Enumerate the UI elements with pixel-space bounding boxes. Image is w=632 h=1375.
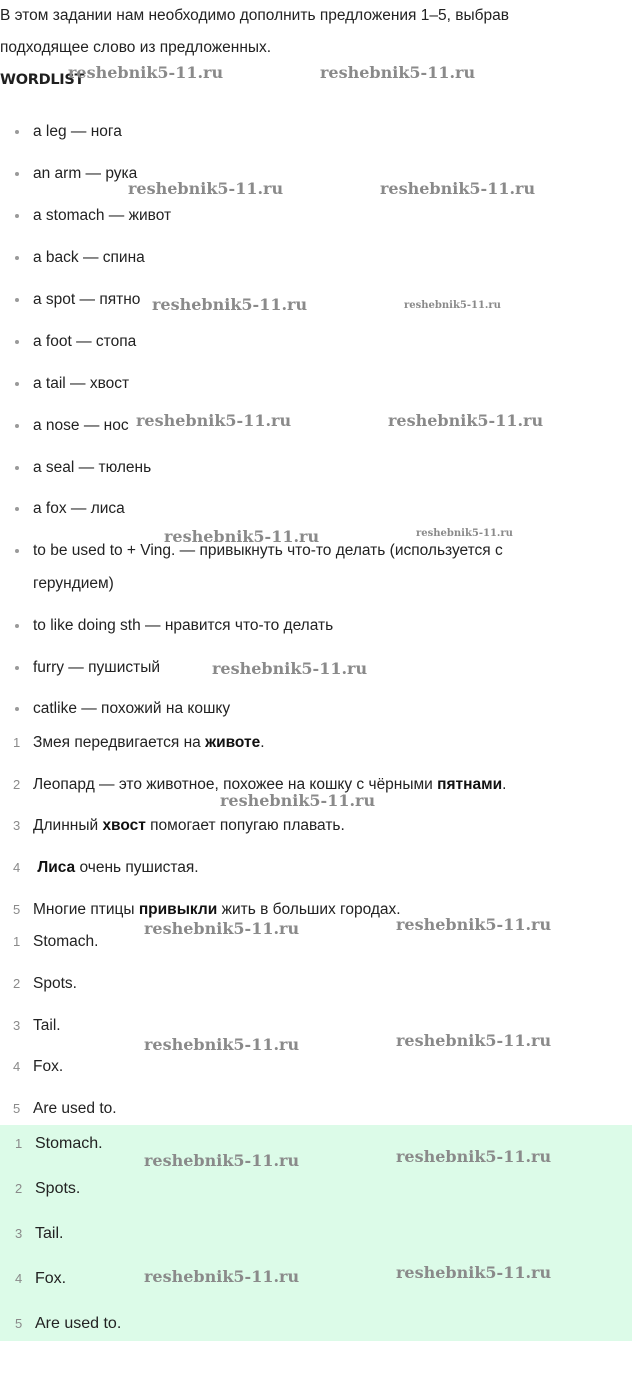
intro-line-2: подходящее слово из предложенных. (0, 39, 272, 56)
sentence-text: Змея передвигается на (33, 734, 206, 751)
sentence-bold-word: Лиса (37, 859, 76, 876)
sentence-text: . (260, 734, 265, 751)
answer-item (13, 1055, 623, 1079)
wordlist-item-text: a tail — хвост (33, 375, 130, 392)
answer-text: Stomach. (35, 1135, 103, 1152)
wordlist-item (33, 199, 623, 233)
watermark: reshebnik5-11.ru (128, 179, 284, 198)
watermark: reshebnik5-11.ru (164, 527, 320, 546)
wordlist-title: WORDLIST (0, 72, 85, 88)
item-number: 2 (15, 1181, 23, 1196)
wordlist-item (33, 157, 623, 191)
sentence-bold-word: хвост (102, 817, 146, 834)
answer-text: Spots. (35, 1180, 81, 1197)
item-number: 4 (13, 1059, 21, 1074)
highlighted-answer-item (15, 1177, 625, 1201)
wordlist-item (33, 534, 623, 568)
bullet-dot (15, 214, 19, 218)
bullet-dot (15, 466, 19, 470)
watermark: reshebnik5-11.ru (144, 1035, 300, 1054)
bullet-dot (15, 298, 19, 302)
sentence-text: Леопард — это животное, похожее на кошку с чёрными (33, 776, 438, 793)
watermark: reshebnik5-11.ru (220, 791, 376, 810)
wordlist-item-text: герундием) (33, 575, 114, 592)
watermark: reshebnik5-11.ru (68, 63, 224, 82)
sentence-text: помогает попугаю плавать. (145, 817, 345, 834)
watermark: reshebnik5-11.ru (396, 1147, 552, 1166)
bullet-dot (15, 256, 19, 260)
wordlist-item (33, 692, 623, 726)
watermark: reshebnik5-11.ru (152, 295, 308, 314)
sentence-item (13, 856, 623, 880)
wordlist-item (33, 609, 623, 643)
wordlist-item (33, 451, 623, 485)
wordlist-item-text: to be used to + Ving. — привыкнуть что-то делать (используется с (33, 542, 503, 559)
watermark: reshebnik5-11.ru (144, 1267, 300, 1286)
wordlist-item-text: catlike — похожий на кошку (33, 700, 231, 717)
sentence-text: Многие птицы (33, 901, 139, 918)
item-number: 5 (15, 1316, 23, 1331)
wordlist-item-text: a nose — нос (33, 417, 129, 434)
wordlist-item (33, 115, 623, 149)
bullet-dot (15, 549, 19, 553)
wordlist-item (33, 651, 623, 685)
item-number: 5 (13, 902, 21, 917)
item-number: 1 (13, 934, 21, 949)
wordlist-item (33, 409, 623, 443)
bullet-dot (15, 172, 19, 176)
watermark: reshebnik5-11.ru (388, 411, 544, 430)
sentence-bold-word: привыкли (138, 901, 218, 918)
wordlist-item-text: a leg — нога (33, 123, 122, 140)
answer-text: Fox. (33, 1058, 64, 1075)
sentence-bold-word: животе (205, 734, 261, 751)
bullet-dot (15, 507, 19, 511)
watermark: reshebnik5-11.ru (396, 1031, 552, 1050)
intro-text (0, 0, 620, 64)
answer-text: Are used to. (35, 1315, 122, 1332)
answer-text: Tail. (35, 1225, 64, 1242)
item-number: 1 (13, 735, 21, 750)
sentence-text: . (502, 776, 507, 793)
sentence-item (13, 814, 623, 838)
bullet-dot (15, 340, 19, 344)
watermark: reshebnik5-11.ru (320, 63, 476, 82)
wordlist-item (33, 283, 623, 317)
wordlist-item (33, 492, 623, 526)
wordlist-item-text: a back — спина (33, 249, 145, 266)
sentence-text: Длинный (33, 817, 103, 834)
highlighted-answer-item (15, 1222, 625, 1246)
answer-item (13, 972, 623, 996)
wordlist-item-continuation (33, 567, 623, 601)
watermark: reshebnik5-11.ru (212, 659, 368, 678)
watermark: reshebnik5-11.ru (380, 179, 536, 198)
item-number: 1 (15, 1136, 23, 1151)
item-number: 5 (13, 1101, 21, 1116)
wordlist-item (33, 325, 623, 359)
sentence-item (13, 731, 623, 755)
highlighted-answer-item (15, 1267, 625, 1291)
bullet-dot (15, 624, 19, 628)
item-number: 2 (13, 976, 21, 991)
wordlist-item-text: a stomach — живот (33, 207, 172, 224)
watermark: reshebnik5-11.ru (416, 528, 513, 539)
answer-item (13, 1097, 623, 1121)
wordlist-item-text: a foot — стопа (33, 333, 137, 350)
wordlist-item-text: a fox — лиса (33, 500, 125, 517)
item-number: 3 (15, 1226, 23, 1241)
answer-item (13, 1014, 623, 1038)
watermark: reshebnik5-11.ru (144, 919, 300, 938)
highlighted-answer-item (15, 1132, 625, 1156)
wordlist-item (33, 241, 623, 275)
sentence-item (13, 773, 623, 797)
wordlist-item-text: an arm — рука (33, 165, 138, 182)
wordlist-item-text: a spot — пятно (33, 291, 141, 308)
sentence-item (13, 898, 623, 922)
watermark: reshebnik5-11.ru (136, 411, 292, 430)
intro-line-1: В этом задании нам необходимо дополнить предложения 1–5, выбрав (0, 7, 509, 24)
watermark: reshebnik5-11.ru (396, 915, 552, 934)
sentence-bold-word: пятнами (437, 776, 503, 793)
item-number: 4 (13, 860, 21, 875)
wordlist-item (33, 367, 623, 401)
item-number: 2 (13, 777, 21, 792)
watermark: reshebnik5-11.ru (404, 300, 501, 311)
answer-item (13, 930, 623, 954)
answer-text: Are used to. (33, 1100, 117, 1117)
answer-text: Tail. (33, 1017, 61, 1034)
bullet-dot (15, 707, 19, 711)
bullet-dot (15, 666, 19, 670)
bullet-dot (15, 130, 19, 134)
watermark: reshebnik5-11.ru (144, 1151, 300, 1170)
highlighted-answer-item (15, 1312, 625, 1336)
sentence-text: очень пушистая. (75, 859, 199, 876)
wordlist-item-text: furry — пушистый (33, 659, 160, 676)
bullet-dot (15, 424, 19, 428)
answer-text: Stomach. (33, 933, 99, 950)
bullet-dot (15, 382, 19, 386)
answer-text: Spots. (33, 975, 77, 992)
wordlist-item-text: to like doing sth — нравится что-то делать (33, 617, 334, 634)
item-number: 3 (13, 818, 21, 833)
wordlist-item-text: a seal — тюлень (33, 459, 152, 476)
item-number: 3 (13, 1018, 21, 1033)
sentence-text: жить в больших городах. (217, 901, 401, 918)
answer-text: Fox. (35, 1270, 67, 1287)
watermark: reshebnik5-11.ru (396, 1263, 552, 1282)
item-number: 4 (15, 1271, 23, 1286)
